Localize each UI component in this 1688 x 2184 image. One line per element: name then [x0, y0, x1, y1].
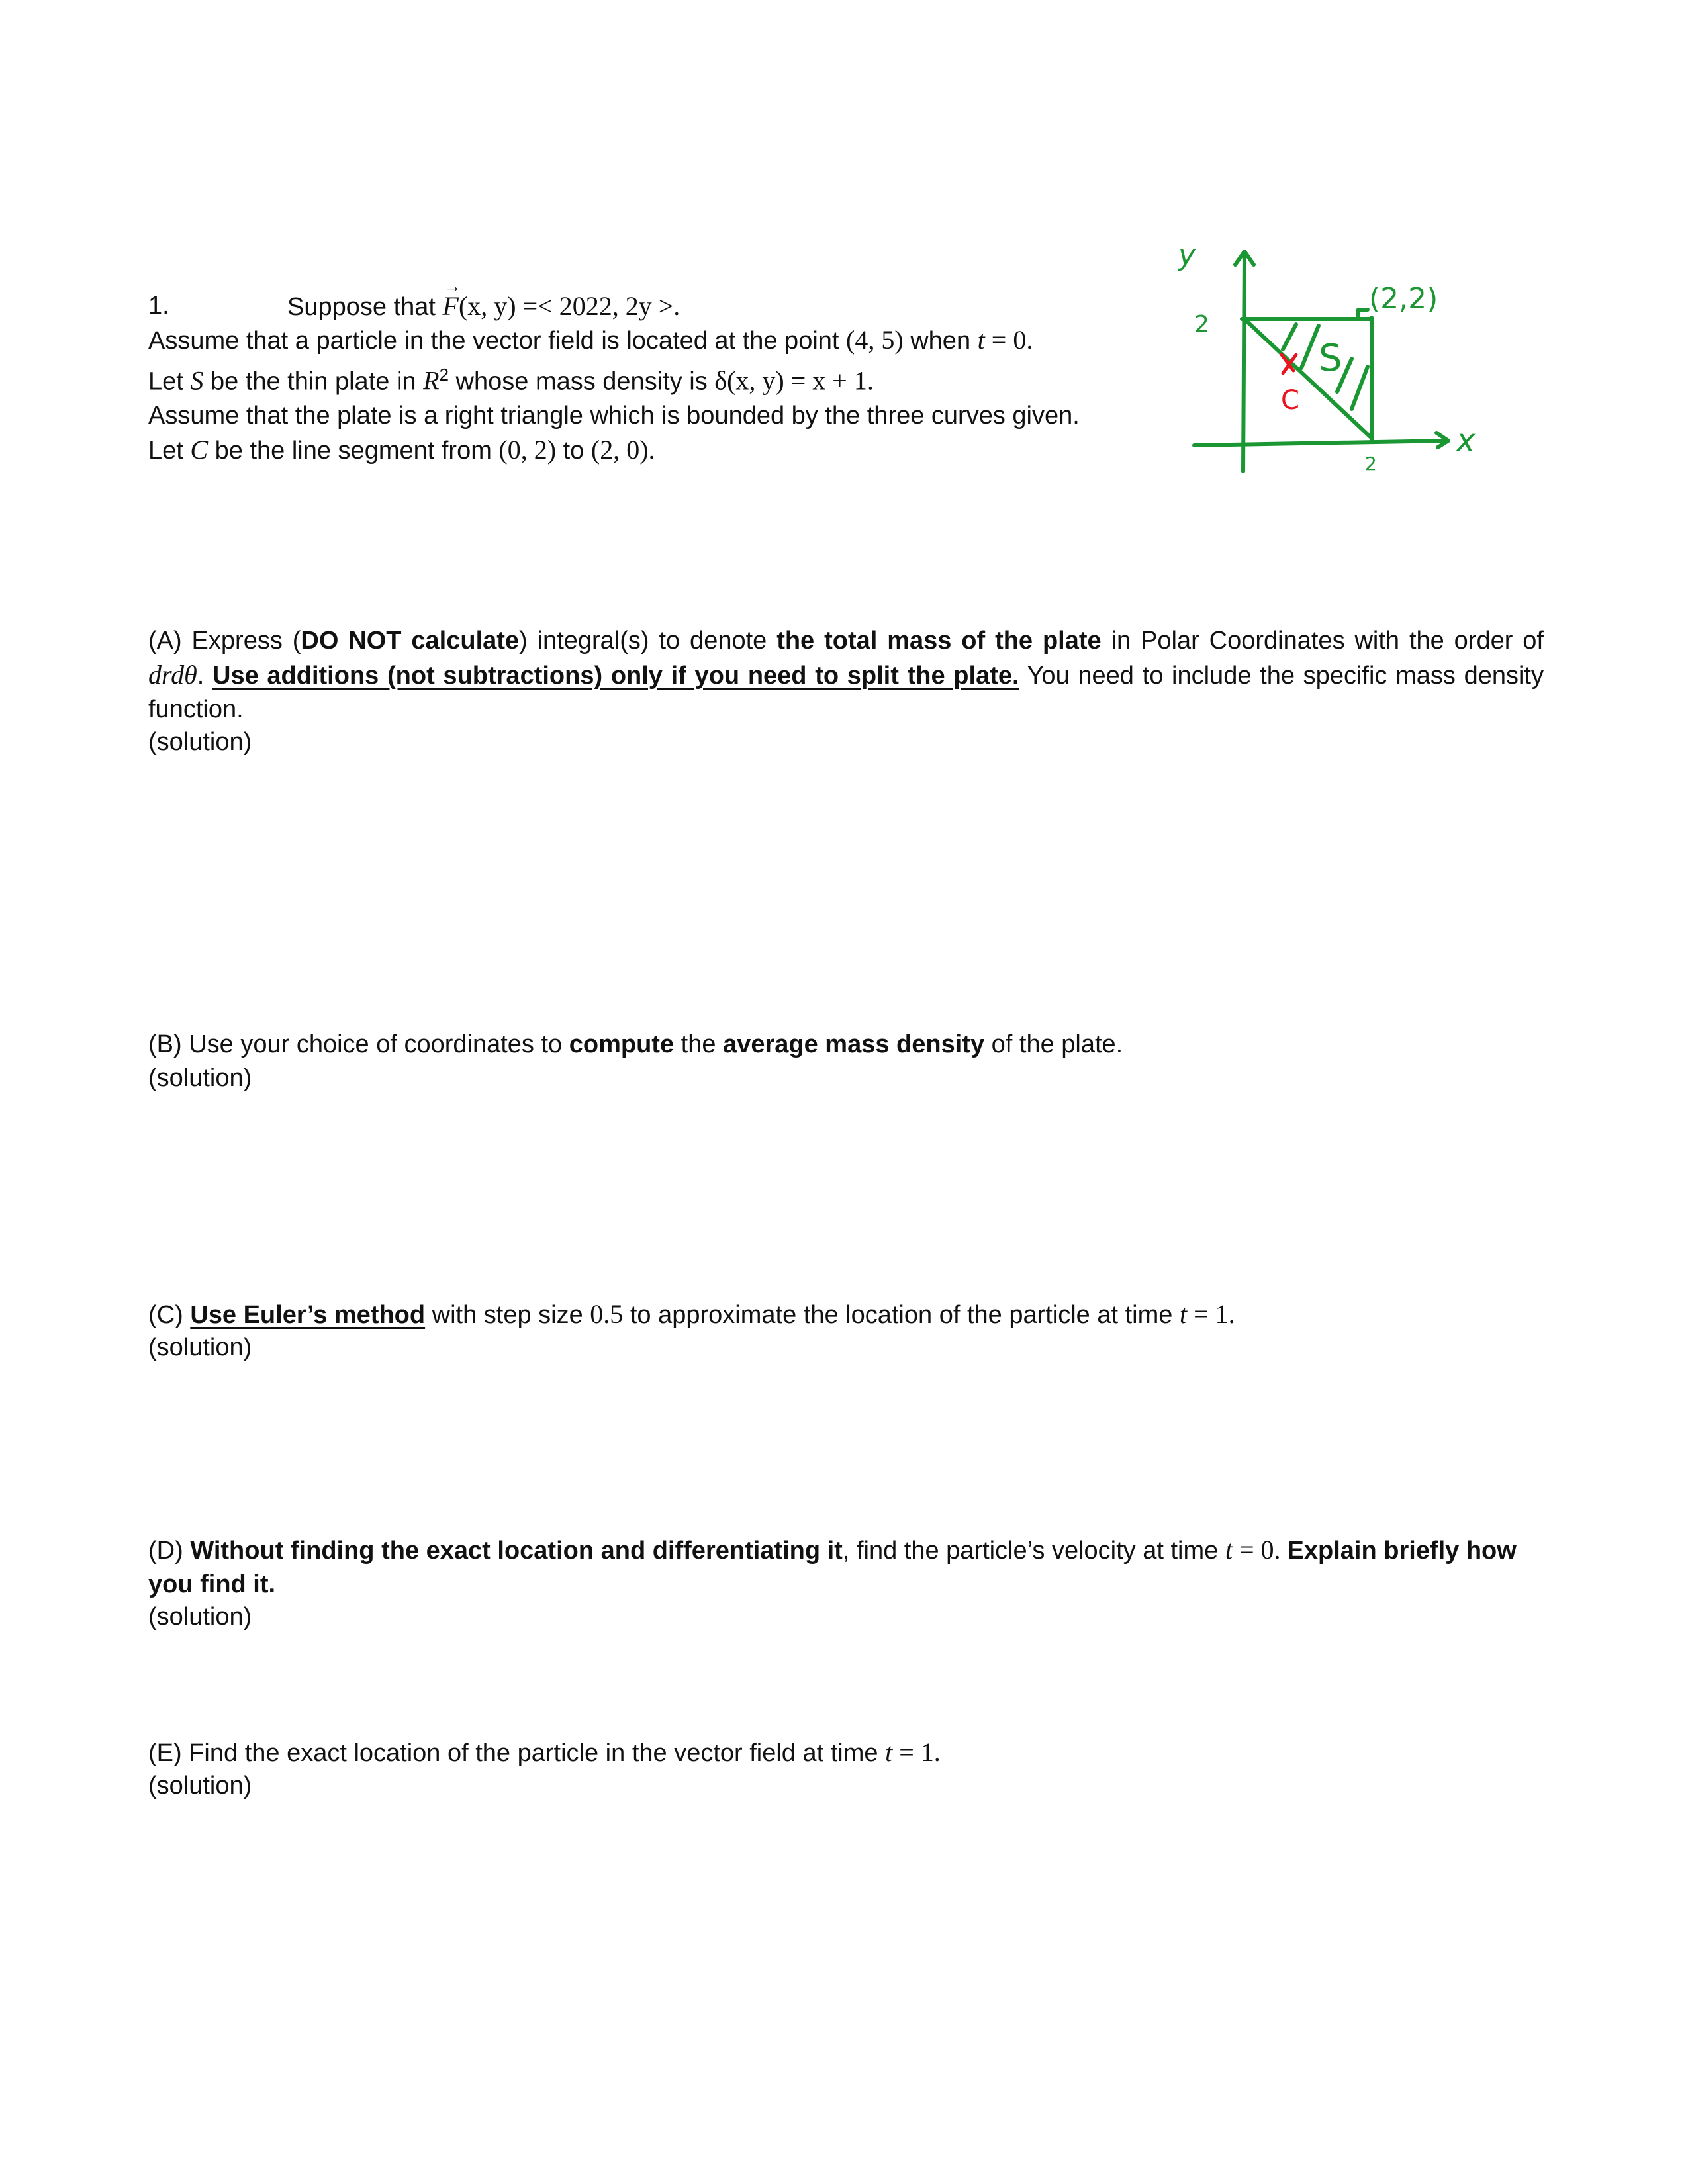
segment-c	[1246, 320, 1370, 437]
part-c-solution: (solution)	[148, 1334, 252, 1361]
problem-statement	[148, 323, 1080, 468]
part-a-question: (A) Express (DO NOT calculate) integral(s) to denote the total mass of the plate in Polar Coordinates with the order of drdθ. Use additions (not subtractions) only if you need to split the plate. You need to include the specific mass density function.	[148, 627, 1544, 723]
part-e-question: (E) Find the exact location of the particle in the vector field at time t = 1.	[148, 1737, 941, 1767]
problem-intro: Suppose that → F(x, y) =< 2022, 2y >.	[287, 289, 680, 324]
part-d-question: (D) Without finding the exact location and differentiating it, find the particle’s velocity at time t = 0. Explain briefly how you find it.	[148, 1535, 1517, 1598]
region-label: S	[1319, 337, 1342, 380]
hatch-line	[1283, 324, 1296, 349]
part-e-solution: (solution)	[148, 1772, 252, 1799]
part-a-solution: (solution)	[148, 728, 252, 756]
part-b-solution: (solution)	[148, 1064, 252, 1092]
statement-curve: Let C be the line segment from (0, 2) to (2, 0).	[148, 434, 655, 465]
y-axis	[1243, 253, 1244, 471]
part-c-question: (C) Use Euler’s method with step size 0.5 to approximate the location of the particle at time t = 1.	[148, 1299, 1235, 1329]
statement-plate: Let S be the thin plate in $R^2$ whose mass density is δ(x, y) = x + 1.	[148, 365, 874, 396]
x-tick-label: 2	[1365, 453, 1377, 475]
part-b-question: (B) Use your choice of coordinates to compute the average mass density of the plate.	[148, 1030, 1123, 1058]
statement-particle: Assume that a particle in the vector field is located at the point (4, 5) when t = 0.	[148, 325, 1033, 355]
x-axis-label: x	[1456, 422, 1476, 459]
part-d-solution: (solution)	[148, 1603, 252, 1631]
problem-number: 1.	[148, 292, 169, 320]
hatch-line	[1352, 367, 1368, 409]
point-label: (2,2)	[1369, 282, 1438, 316]
hatch-line	[1301, 326, 1319, 368]
curve-label: C	[1281, 385, 1299, 416]
region-sketch	[1172, 238, 1503, 477]
y-axis-label: y	[1178, 238, 1196, 272]
statement-triangle: Assume that the plate is a right triangle which is bounded by the three curves given.	[148, 401, 1080, 430]
y-tick-label: 2	[1194, 311, 1209, 338]
x-axis	[1194, 441, 1447, 445]
